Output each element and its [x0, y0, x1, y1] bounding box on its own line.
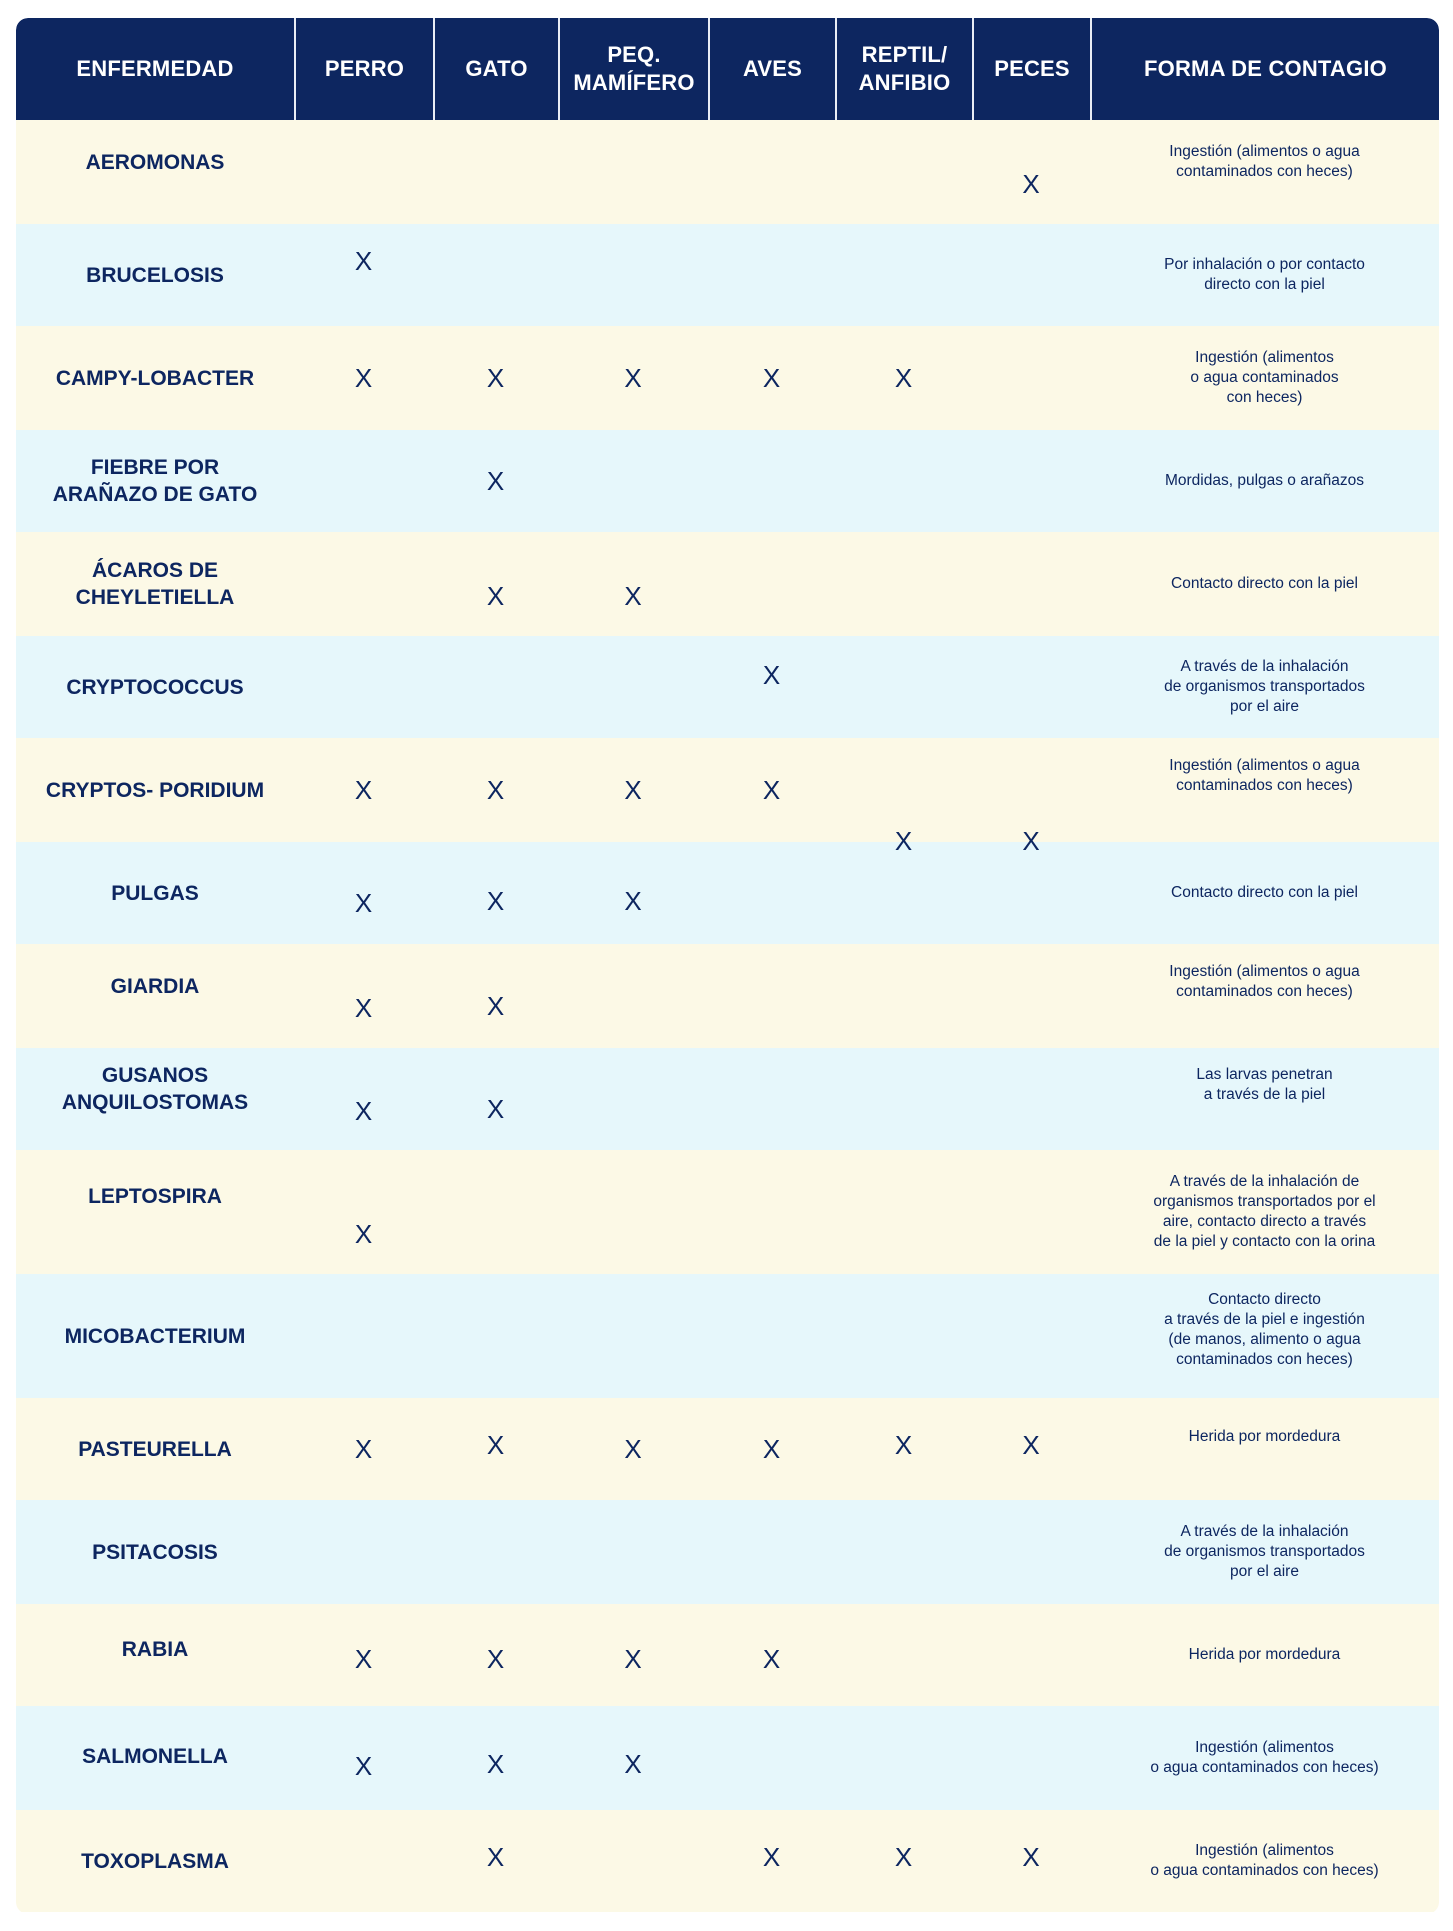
species-mark-gato: X	[486, 1643, 505, 1674]
species-mark-gato	[433, 1150, 558, 1274]
disease-name: PULGAS	[111, 881, 199, 905]
species-mark-perro: X	[354, 774, 373, 805]
species-mark-peces	[972, 1604, 1090, 1706]
species-mark-gato	[433, 636, 558, 738]
transmission-mode: Ingestión (alimentos o agua contaminados con heces)	[1190, 349, 1339, 406]
transmission-mode: Mordidas, pulgas o arañazos	[1164, 472, 1365, 489]
species-mark-aves	[708, 532, 835, 636]
transmission-mode: Herida por mordedura	[1188, 1428, 1341, 1445]
species-mark-gato: X	[486, 362, 505, 393]
column-header-aves: AVES	[708, 18, 835, 120]
disease-name: ÁCAROS DE CHEYLETIELLA	[75, 559, 235, 609]
species-mark-peq-mamifero	[558, 1274, 708, 1398]
disease-name: SALMONELLA	[82, 1744, 228, 1768]
transmission-mode: Contacto directo a través de la piel e ingestión (de manos, alimento o agua contaminados con heces)	[1164, 1291, 1365, 1368]
species-mark-peq-mamifero	[558, 636, 708, 738]
species-mark-reptil-anfibio	[835, 1706, 972, 1810]
species-mark-gato: X	[486, 580, 505, 611]
transmission-mode: A través de la inhalación de organismos transportados por el aire, contacto directo a través de la piel y contacto con la orina	[1153, 1173, 1376, 1250]
disease-name: GIARDIA	[110, 974, 200, 998]
disease-name: TOXOPLASMA	[81, 1849, 229, 1873]
table-row	[16, 430, 1439, 532]
species-mark-peces	[972, 1274, 1090, 1398]
species-mark-reptil-anfibio: X	[894, 362, 913, 393]
species-mark-perro: X	[354, 245, 373, 276]
transmission-mode: Por inhalación o por contacto directo con la piel	[1164, 256, 1365, 293]
column-header-enfermedad: ENFERMEDAD	[76, 56, 234, 81]
species-mark-peq-mamifero: X	[624, 580, 642, 611]
species-mark-aves: X	[762, 774, 781, 805]
species-mark-gato	[433, 224, 558, 326]
species-mark-perro	[294, 1500, 433, 1604]
species-mark-gato: X	[486, 1748, 505, 1779]
species-mark-peces: X	[1022, 1429, 1040, 1460]
column-header-reptil-anfibio: REPTIL/ ANFIBIO	[835, 18, 972, 120]
species-mark-perro	[294, 120, 433, 224]
species-mark-aves: X	[762, 1643, 781, 1674]
species-mark-peq-mamifero	[558, 1048, 708, 1150]
merged-species-mark-peces: X	[1022, 825, 1040, 856]
transmission-mode: Contacto directo con la piel	[1171, 884, 1358, 901]
transmission-mode: Ingestión (alimentos o agua contaminados con heces)	[1150, 1739, 1379, 1776]
table-row	[16, 1810, 1439, 1912]
species-mark-aves	[708, 842, 835, 944]
species-mark-perro: X	[354, 887, 373, 918]
column-header-perro: PERRO	[294, 18, 433, 120]
transmission-mode: Herida por mordedura	[1188, 1646, 1341, 1663]
transmission-mode: Ingestión (alimentos o agua contaminados con heces)	[1150, 1842, 1379, 1879]
species-mark-perro	[294, 636, 433, 738]
disease-name: PASTEURELLA	[78, 1437, 232, 1461]
species-mark-gato	[433, 1500, 558, 1604]
species-mark-peq-mamifero	[558, 430, 708, 532]
species-mark-reptil-anfibio: X	[894, 1841, 913, 1872]
transmission-mode: A través de la inhalación de organismos transportados por el aire	[1164, 658, 1365, 715]
species-mark-gato	[433, 120, 558, 224]
species-mark-gato	[433, 1274, 558, 1398]
species-mark-peces	[972, 224, 1090, 326]
species-mark-peq-mamifero: X	[624, 1748, 642, 1779]
species-mark-perro: X	[354, 992, 373, 1023]
species-mark-perro	[294, 430, 433, 532]
table-row	[16, 326, 1439, 430]
table-row	[16, 1604, 1439, 1706]
species-mark-peq-mamifero: X	[624, 1433, 642, 1464]
species-mark-aves	[708, 944, 835, 1048]
table-row	[16, 1706, 1439, 1810]
species-mark-reptil-anfibio	[835, 636, 972, 738]
species-mark-peces	[972, 1150, 1090, 1274]
species-mark-peq-mamifero: X	[624, 885, 642, 916]
transmission-mode: A través de la inhalación de organismos transportados por el aire	[1164, 1523, 1365, 1580]
species-mark-aves	[708, 1150, 835, 1274]
column-header-peces: PECES	[972, 18, 1090, 120]
species-mark-reptil-anfibio	[835, 1274, 972, 1398]
disease-name: MICOBACTERIUM	[64, 1324, 246, 1348]
table-row	[16, 944, 1439, 1048]
table-row	[16, 120, 1439, 224]
species-mark-peq-mamifero: X	[624, 362, 642, 393]
species-mark-aves: X	[762, 1841, 781, 1872]
species-mark-gato: X	[486, 774, 505, 805]
species-mark-peces	[972, 1500, 1090, 1604]
species-mark-aves	[708, 224, 835, 326]
table-row	[16, 1150, 1439, 1274]
species-mark-aves	[708, 120, 835, 224]
table-row	[16, 1398, 1439, 1500]
species-mark-aves: X	[762, 1433, 781, 1464]
disease-name: GUSANOS ANQUILOSTOMAS	[61, 1064, 249, 1114]
species-mark-aves	[708, 1706, 835, 1810]
species-mark-gato: X	[486, 1841, 505, 1872]
species-mark-perro: X	[354, 362, 373, 393]
column-header-peq-mamifero: PEQ. MAMÍFERO	[558, 18, 708, 120]
transmission-mode: Ingestión (alimentos o agua contaminados con heces)	[1169, 143, 1360, 180]
species-mark-peq-mamifero	[558, 1810, 708, 1912]
zoonosis-table	[16, 18, 1439, 1914]
species-mark-peq-mamifero	[558, 1150, 708, 1274]
disease-name: LEPTOSPIRA	[88, 1184, 222, 1208]
species-mark-perro	[294, 1810, 433, 1912]
species-mark-peq-mamifero: X	[624, 774, 642, 805]
species-mark-peq-mamifero	[558, 120, 708, 224]
transmission-mode: Contacto directo con la piel	[1171, 575, 1358, 592]
disease-name: CRYPTOS- PORIDIUM	[45, 778, 265, 802]
table-row	[16, 1500, 1439, 1604]
species-mark-gato: X	[486, 885, 505, 916]
species-mark-peces	[972, 326, 1090, 430]
species-mark-reptil-anfibio	[835, 1150, 972, 1274]
species-mark-peces	[972, 532, 1090, 636]
species-mark-perro: X	[354, 1095, 373, 1126]
disease-name: PSITACOSIS	[92, 1540, 218, 1564]
table-header	[16, 18, 1439, 120]
species-mark-reptil-anfibio	[835, 120, 972, 224]
species-mark-peces: X	[1022, 168, 1040, 199]
species-mark-reptil-anfibio	[835, 1604, 972, 1706]
species-mark-peces	[972, 1706, 1090, 1810]
species-mark-reptil-anfibio	[835, 224, 972, 326]
species-mark-gato: X	[486, 1093, 505, 1124]
species-mark-peq-mamifero: X	[624, 1643, 642, 1674]
species-mark-aves: X	[762, 659, 781, 690]
transmission-mode: Las larvas penetran a través de la piel	[1196, 1066, 1333, 1103]
species-mark-gato: X	[486, 465, 505, 496]
species-mark-peces	[972, 430, 1090, 532]
species-mark-aves	[708, 1500, 835, 1604]
disease-name: CRYPTOCOCCUS	[66, 675, 244, 699]
transmission-mode: Ingestión (alimentos o agua contaminados con heces)	[1169, 963, 1360, 1000]
column-header-gato: GATO	[433, 18, 558, 120]
species-mark-perro: X	[354, 1750, 373, 1781]
species-mark-peces	[972, 944, 1090, 1048]
disease-name: BRUCELOSIS	[86, 263, 224, 287]
species-mark-reptil-anfibio	[835, 532, 972, 636]
species-mark-perro: X	[354, 1218, 373, 1249]
disease-name: FIEBRE POR ARAÑAZO DE GATO	[52, 456, 258, 506]
species-mark-reptil-anfibio	[835, 430, 972, 532]
species-mark-peces	[972, 636, 1090, 738]
species-mark-peces	[972, 1048, 1090, 1150]
species-mark-perro	[294, 532, 433, 636]
table-row	[16, 224, 1439, 326]
species-mark-perro: X	[354, 1643, 373, 1674]
species-mark-reptil-anfibio: X	[894, 1429, 913, 1460]
species-mark-peq-mamifero	[558, 944, 708, 1048]
species-mark-perro	[294, 1274, 433, 1398]
species-mark-reptil-anfibio	[835, 1500, 972, 1604]
column-header-forma-de-contagio: FORMA DE CONTAGIO	[1090, 18, 1439, 120]
species-mark-aves: X	[762, 362, 781, 393]
table-row	[16, 636, 1439, 738]
species-mark-reptil-anfibio	[835, 944, 972, 1048]
species-mark-gato: X	[486, 1429, 505, 1460]
table-row	[16, 738, 1439, 842]
table-row	[16, 842, 1439, 944]
merged-species-mark-reptil-anfibio: X	[894, 825, 913, 856]
table-row	[16, 532, 1439, 636]
disease-name: RABIA	[121, 1637, 189, 1661]
species-mark-aves	[708, 1274, 835, 1398]
species-mark-peces: X	[1022, 1841, 1040, 1872]
species-mark-peq-mamifero	[558, 1500, 708, 1604]
disease-name: CAMPY-LOBACTER	[55, 366, 255, 390]
species-mark-aves	[708, 430, 835, 532]
table-row	[16, 1274, 1439, 1398]
disease-name: AEROMONAS	[85, 150, 225, 174]
transmission-mode: Ingestión (alimentos o agua contaminados con heces)	[1169, 757, 1360, 794]
species-mark-reptil-anfibio	[835, 1048, 972, 1150]
species-mark-gato: X	[486, 990, 505, 1021]
species-mark-perro: X	[354, 1433, 373, 1464]
species-mark-aves	[708, 1048, 835, 1150]
species-mark-peq-mamifero	[558, 224, 708, 326]
